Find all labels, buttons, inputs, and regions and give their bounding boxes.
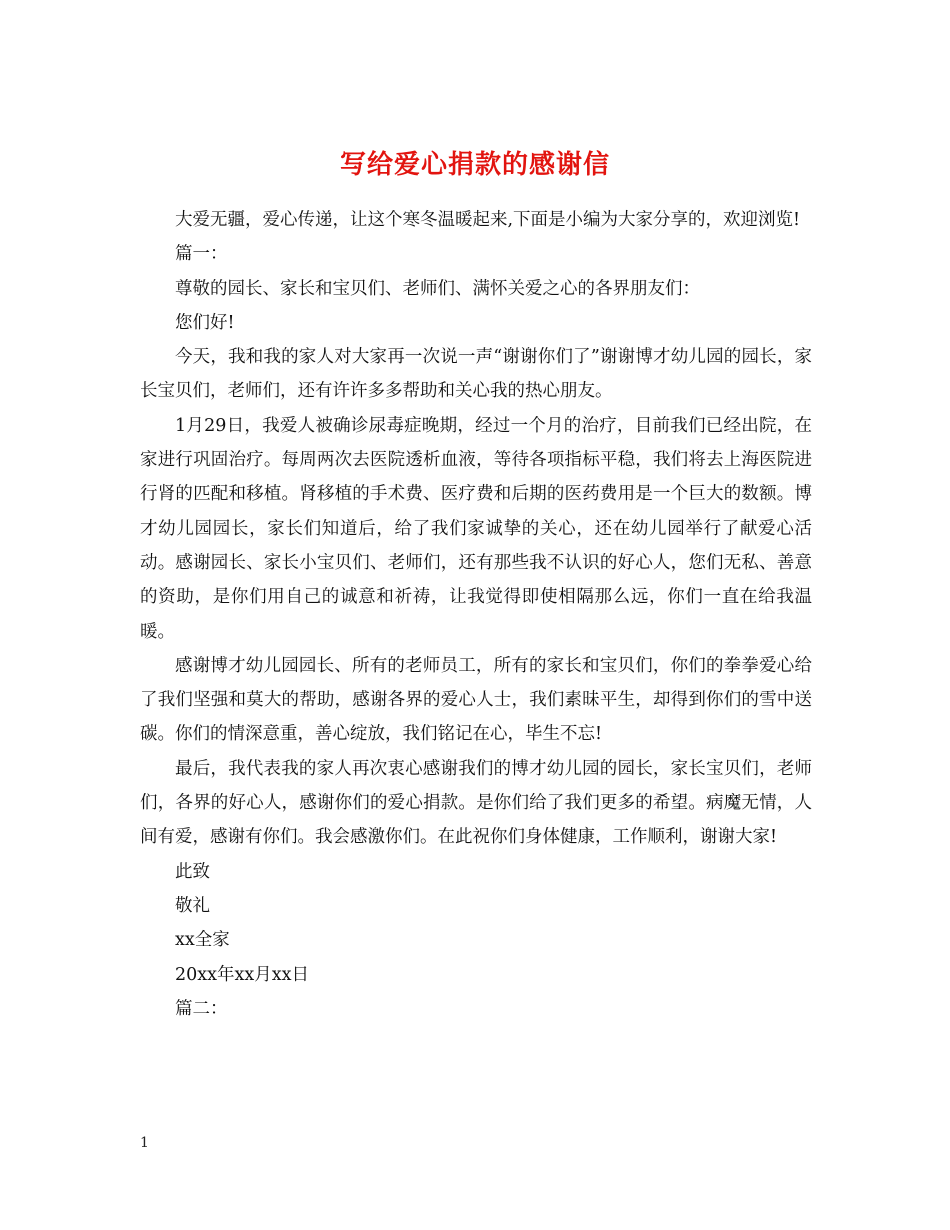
section-heading-2: 篇二： (175, 998, 228, 1019)
body-paragraph: 感谢博才幼儿园园长、所有的老师员工，所有的家长和宝贝们，你们的拳拳爱心给了我们坚强和莫大的帮助，感谢各界的爱心人士，我们素昧平生，却得到你们的雪中送碳。你们的情深意重，善心绽放，我们铭记在心，毕生不忘! (140, 655, 812, 745)
closing-regards: 敬礼 (175, 895, 210, 916)
body-paragraph: 1月29日，我爱人被确诊尿毒症晚期，经过一个月的治疗，目前我们已经出院，在家进行巩固治疗。每周两次去医院透析血液，等待各项指标平稳，我们将去上海医院进行肾的匹配和移植。肾移植的手术费、医疗费和后期的医药费用是一个巨大的数额。博才幼儿园园长，家长们知道后，给了我们家诚挚的关心，还在幼儿园举行了献爱心活动。感谢园长、家长小宝贝们、老师们，还有那些我不认识的好心人，您们无私、善意的资助，是你们用自己的诚意和祈祷，让我觉得即使相隔那么远，你们一直在给我温暖。 (140, 415, 812, 642)
salutation: 尊敬的园长、家长和宝贝们、老师们、满怀关爱之心的各界朋友们： (175, 278, 700, 299)
page-number: 1 (140, 1135, 149, 1151)
greeting: 您们好! (175, 312, 235, 333)
section-heading-1: 篇一： (175, 244, 228, 265)
intro-paragraph: 大爱无疆，爱心传递，让这个寒冬温暖起来,下面是小编为大家分享的，欢迎浏览! (175, 210, 801, 230)
signature: xx全家 (175, 930, 230, 951)
document-title: 写给爱心捐款的感谢信 (339, 150, 610, 181)
document-body (140, 203, 812, 1026)
date-line: 20xx年xx月xx日 (175, 964, 309, 985)
body-paragraph: 最后，我代表我的家人再次衷心感谢我们的博才幼儿园的园长，家长宝贝们，老师们，各界的好心人，感谢你们的爱心捐款。是你们给了我们更多的希望。病魔无情，人间有爱，感谢有你们。我会感激你们。在此祝你们身体健康，工作顺利，谢谢大家! (140, 758, 812, 848)
closing-line: 此致 (175, 861, 210, 882)
body-paragraph: 今天，我和我的家人对大家再一次说一声“谢谢你们了”谢谢博才幼儿园的园长，家长宝贝们，老师们，还有许许多多帮助和关心我的热心朋友。 (140, 347, 812, 402)
